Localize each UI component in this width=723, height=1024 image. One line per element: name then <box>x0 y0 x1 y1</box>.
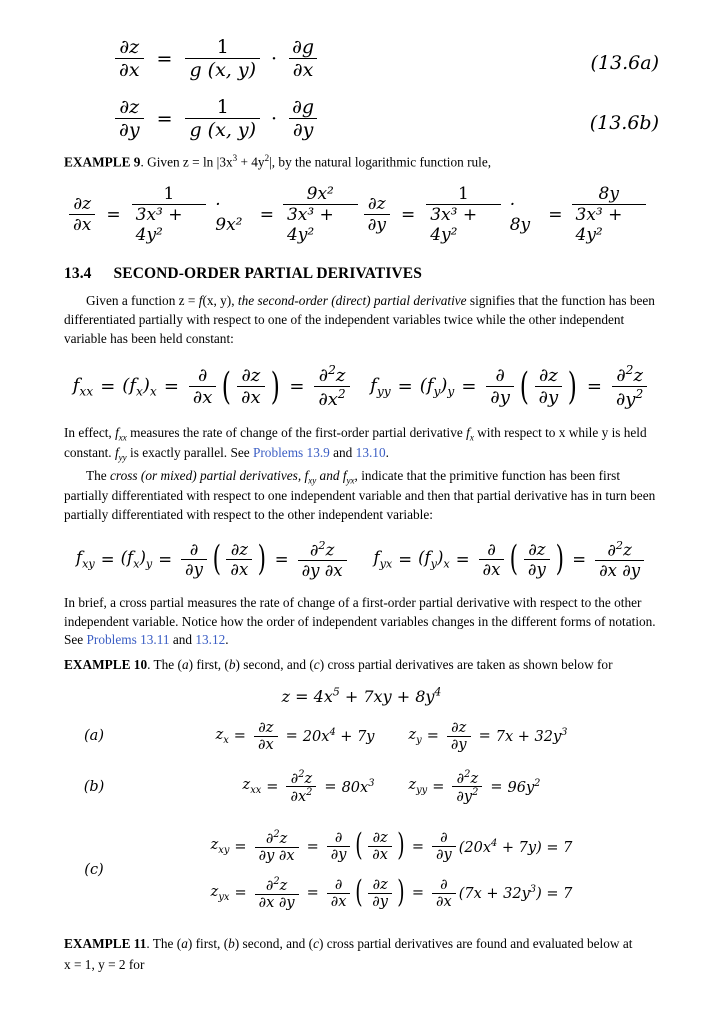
example-9-equations <box>64 184 659 245</box>
para3-part-a: The <box>86 467 110 483</box>
para3-italic-mid: and f <box>316 467 347 483</box>
para2-fxx-sub: xx <box>118 432 127 443</box>
eq-13-6a-mid-num: 1 <box>216 36 229 58</box>
ex9-right-f1den: 3x³ + 4y² <box>426 204 500 245</box>
para4-part-a: In brief, a cross partial measures the rate of change of a first-order partial derivative with respect to the other independent variable. Notice how the order of independent variables changes in the different forms of notation. See <box>64 594 656 648</box>
example-11-heading <box>64 935 659 954</box>
equation-tag-13-6b: (13.6b) <box>589 112 659 134</box>
second-order-direct-equations <box>64 363 659 410</box>
para2-fyy-sub: yy <box>118 453 127 464</box>
para2-fx-sub: x <box>469 432 474 443</box>
ex10-function-text: $z = 4x^5 + 7xy + 8y^4$ <box>281 685 442 706</box>
para2-fxx: f <box>115 424 119 440</box>
zxy-equation: $z_{xy}$ = $\frac{\partial^2z}{\partial y \partial x}$ = $\frac{\partial}{\partial y}$ ( $\frac{\partial z}{\partial x}$ ) = $\frac{\partial}{\partial y}$ $(20x^4 + 7y) = 7$ <box>210 828 573 864</box>
link-problems-13-9[interactable]: Problems 13.9 <box>252 445 330 461</box>
cross-partial-equations <box>64 539 659 580</box>
ex9-left-dden: ∂x <box>69 214 95 235</box>
eq-13-6b-mid-den: g (x, y) <box>185 118 260 141</box>
ex9-right-f2den: 3x³ + 4y² <box>572 204 646 245</box>
para2-part-f: . <box>385 445 389 461</box>
ex10-text-d: ) cross partial derivatives are taken as shown below for <box>319 657 613 673</box>
ex10-b: b <box>228 657 236 673</box>
example-9-heading <box>64 152 659 172</box>
example-9-text-3: |, by the natural logarithmic function rule, <box>269 154 492 170</box>
row-label-b: (b) <box>83 778 105 795</box>
equals-sign: = <box>156 107 173 130</box>
example-9-left-equation <box>66 184 361 245</box>
link-problems-13-12[interactable]: 13.12 <box>195 632 226 648</box>
zy-equation: $z_y$ = $\frac{\partial z}{\partial y}$ = $7x + 32y^3$ <box>408 719 568 753</box>
eq-13-6b-rhs-den: ∂y <box>289 118 318 141</box>
equation-13-6a <box>112 36 321 81</box>
para1-part-c: signifies that the function has been differentiated partially with respect to one of the independent variables twice while the other independent variable has been held constant: <box>64 293 655 347</box>
ex9-right-f2num: 8y <box>598 184 619 205</box>
example-11-subtext: x = 1, y = 2 for <box>64 956 145 972</box>
fyx-equation: $f_{yx}$ = $(f_y)_x$ = $\frac{\partial}{\partial x}$ ( $\frac{\partial z}{\partial y}$ ) = $\frac{\partial^2z}{\partial x \partial y}$ <box>373 539 647 580</box>
dot-operator: · <box>271 47 278 70</box>
para2-part-c: with respect to x while y is held constant. <box>64 424 647 461</box>
ex9-left-eq: = <box>259 204 274 225</box>
ex10-text-b: ) first, ( <box>188 657 229 673</box>
ex9-left-f2den: 3x³ + 4y² <box>283 204 358 245</box>
para3-italic-1: cross (or mixed) partial derivatives, f <box>110 467 309 483</box>
para1-part-b: (x, y), <box>202 293 238 309</box>
ex9-right-f1num: 1 <box>458 184 469 205</box>
fyy-equation: $f_{yy}$ = $(f_y)_y$ = $\frac{\partial}{\partial y}$ ( $\frac{\partial z}{\partial y}$ ) = $\frac{\partial^2z}{\partial y^2}$ <box>370 363 650 410</box>
ex9-left-mult: · 9x² <box>215 194 243 235</box>
ex10-c: c <box>313 657 320 673</box>
para2-part-b: measures the rate of change of the first-order partial derivative <box>126 424 467 440</box>
ex9-left-dnum: ∂z <box>73 194 92 215</box>
example-9-text-2: + 4y <box>237 154 265 170</box>
ex9-left-f1num: 1 <box>163 184 175 205</box>
link-problems-13-10[interactable]: 13.10 <box>355 445 386 461</box>
para3-sub-2: yx <box>346 475 355 486</box>
equation-tag-13-6a: (13.6a) <box>590 52 659 74</box>
para3-sub-1: xy <box>308 475 317 486</box>
section-title: SECOND-ORDER PARTIAL DERIVATIVES <box>113 265 422 283</box>
link-problems-13-11[interactable]: Problems 13.11 <box>86 632 170 648</box>
ex9-right-dden: ∂y <box>364 214 390 235</box>
page-content <box>64 30 659 977</box>
para2-part-a: In effect, <box>64 424 116 440</box>
ex10-text-a: . The ( <box>147 657 182 673</box>
para2-part-d: is exactly parallel. See <box>126 445 253 461</box>
equation-13-6b <box>112 96 321 141</box>
para1-italic: the second-order (direct) partial derivative <box>237 293 467 309</box>
ex11-a: a <box>181 935 188 951</box>
para1-part-a: Given a function z = <box>86 293 199 309</box>
fxy-equation: $f_{xy}$ = $(f_x)_y$ = $\frac{\partial}{\partial y}$ ( $\frac{\partial z}{\partial x}$ ) = $\frac{\partial^2z}{\partial y \partial x}$ <box>76 539 350 580</box>
ex9-right-dnum: ∂z <box>367 194 386 215</box>
para2-fx: f <box>466 424 470 440</box>
eq-13-6a-lhs-den: ∂x <box>115 58 144 81</box>
section-paragraph-4 <box>64 594 659 651</box>
example-9-exp-2: 2 <box>264 153 270 163</box>
zx-equation: $z_x$ = $\frac{\partial z}{\partial x}$ = $20x^4 + 7y$ <box>215 719 375 753</box>
example-10-function <box>64 685 659 705</box>
eq-13-6a-rhs-den: ∂x <box>289 58 318 81</box>
row-label-a: (a) <box>84 728 104 744</box>
example-10-label: EXAMPLE 10 <box>64 657 148 673</box>
para4-part-c: . <box>225 632 229 648</box>
ex11-text-d: ) cross partial derivatives are found and evaluated below at <box>318 935 633 951</box>
ex9-right-eq: = <box>548 204 563 225</box>
ex11-text-a: . The ( <box>146 935 182 951</box>
para3-part-b: , indicate that the primitive function has been first partially differentiated with respect to one independent variable and then that partial derivative has in turn been partially differentiated with respect to the other independent variable: <box>64 467 656 523</box>
ex11-text-b: ) first, ( <box>187 935 229 951</box>
example-9-exp-1: 3 <box>232 153 238 163</box>
eq-13-6b-mid-num: 1 <box>216 96 229 118</box>
ex9-left-f1den: 3x³ + 4y² <box>132 204 207 245</box>
eq-13-6b-lhs-num: ∂z <box>119 96 140 118</box>
equation-block-13-6 <box>64 30 659 150</box>
ex9-left-f2num: 9x² <box>306 184 334 205</box>
dot-operator: · <box>271 107 278 130</box>
ex10-text-c: ) second, and ( <box>235 657 314 673</box>
ex10-a: a <box>181 657 189 673</box>
example-9-label: EXAMPLE 9 <box>64 154 141 170</box>
example-10-row-c <box>64 829 659 911</box>
para2-fyy: f <box>114 445 119 461</box>
equals-sign: = <box>400 204 416 225</box>
eq-13-6b-lhs-den: ∂y <box>115 118 144 141</box>
example-10-row-a <box>64 720 659 753</box>
zxx-equation: $z_{xx}$ = $\frac{\partial^2z}{\partial x^2}$ = $80x^3$ <box>242 768 375 806</box>
section-paragraph-1 <box>64 292 659 349</box>
section-number: 13.4 <box>64 265 92 283</box>
eq-13-6a-mid-den: g (x, y) <box>185 58 260 81</box>
example-11-label: EXAMPLE 11 <box>64 935 147 951</box>
row-label-c: (c) <box>84 861 104 878</box>
para4-part-b: and <box>169 632 196 648</box>
example-9-text-1: . Given z = ln |3x <box>140 154 233 170</box>
section-heading <box>64 265 659 283</box>
section-paragraph-3 <box>64 467 659 525</box>
zyx-equation: $z_{yx}$ = $\frac{\partial^2z}{\partial x \partial y}$ = $\frac{\partial}{\partial x}$ ( $\frac{\partial z}{\partial y}$ ) = $\frac{\partial}{\partial x}$ $(7x + 32y^3) = 7$ <box>210 875 573 911</box>
section-paragraph-2 <box>64 424 659 465</box>
eq-13-6b-rhs-num: ∂g <box>292 96 315 118</box>
eq-13-6a-lhs-num: ∂z <box>119 36 140 58</box>
example-10-row-b <box>64 769 659 806</box>
fxx-equation: $f_{xx}$ = $(f_x)_x$ = $\frac{\partial}{\partial x}$ ( $\frac{\partial z}{\partial x}$ ) = $\frac{\partial^2z}{\partial x^2}$ <box>73 363 353 410</box>
example-10-heading <box>64 656 659 675</box>
para1-f: f <box>198 293 203 309</box>
zyy-equation: $z_{yy}$ = $\frac{\partial^2z}{\partial y^2}$ = $96y^2$ <box>408 768 541 806</box>
para2-part-e: and <box>329 445 356 461</box>
ex9-right-mult: · 8y <box>509 194 531 235</box>
ex11-text-c: ) second, and ( <box>234 935 314 951</box>
equals-sign: = <box>156 47 173 70</box>
equals-sign: = <box>106 204 121 225</box>
eq-13-6a-rhs-num: ∂g <box>292 36 315 58</box>
example-9-right-equation <box>361 184 649 245</box>
ex11-b: b <box>228 935 235 951</box>
ex11-c: c <box>313 935 319 951</box>
